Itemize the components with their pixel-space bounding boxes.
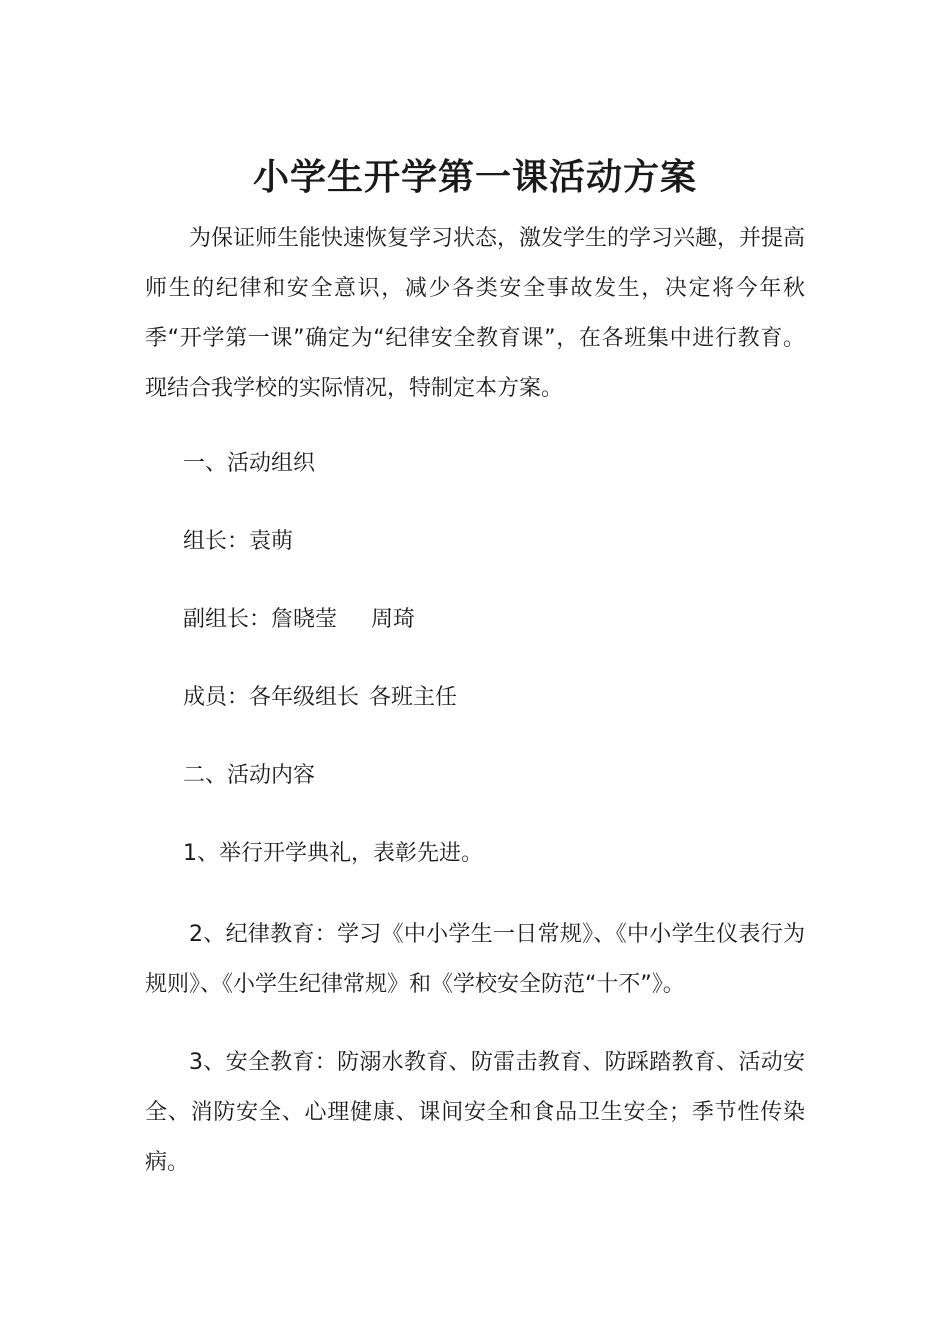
section-heading-content: 二、活动内容 — [183, 763, 316, 788]
section-heading-organization: 一、活动组织 — [183, 451, 316, 476]
deputy-label: 副组长： — [183, 607, 272, 632]
content-item-2: 2、纪律教育：学习《中小学生一日常规》、《中小学生仪表行为规则》、《小学生纪律常规》和《学校安全防范“十不”》。 — [145, 922, 805, 997]
deputy-line — [183, 604, 415, 636]
content-item-1: 1、举行开学典礼，表彰先进。 — [183, 841, 483, 866]
deputy-name-2: 周琦 — [371, 607, 416, 632]
leader-line — [183, 526, 293, 558]
members-1: 各年级组长 — [249, 685, 360, 710]
members-label: 成员： — [183, 685, 250, 710]
leader-label: 组长： — [183, 529, 250, 554]
members-2: 各班主任 — [369, 685, 458, 710]
document-title: 小学生开学第一课活动方案 — [252, 157, 697, 198]
content-item-3: 3、安全教育：防溺水教育、防雷击教育、防踩踏教育、活动安全、消防安全、心理健康、课间安全和食品卫生安全；季节性传染病。 — [145, 1050, 805, 1175]
intro-paragraph: 为保证师生能快速恢复学习状态，激发学生的学习兴趣，并提高师生的纪律和安全意识，减少各类安全事故发生，决定将今年秋季“开学第一课”确定为“纪律安全教育课”，在各班集中进行教育。现结合我学校的实际情况，特制定本方案。 — [145, 226, 806, 401]
deputy-name-1: 詹晓莹 — [271, 607, 338, 632]
leader-name: 袁萌 — [249, 529, 294, 554]
members-line — [183, 682, 457, 714]
